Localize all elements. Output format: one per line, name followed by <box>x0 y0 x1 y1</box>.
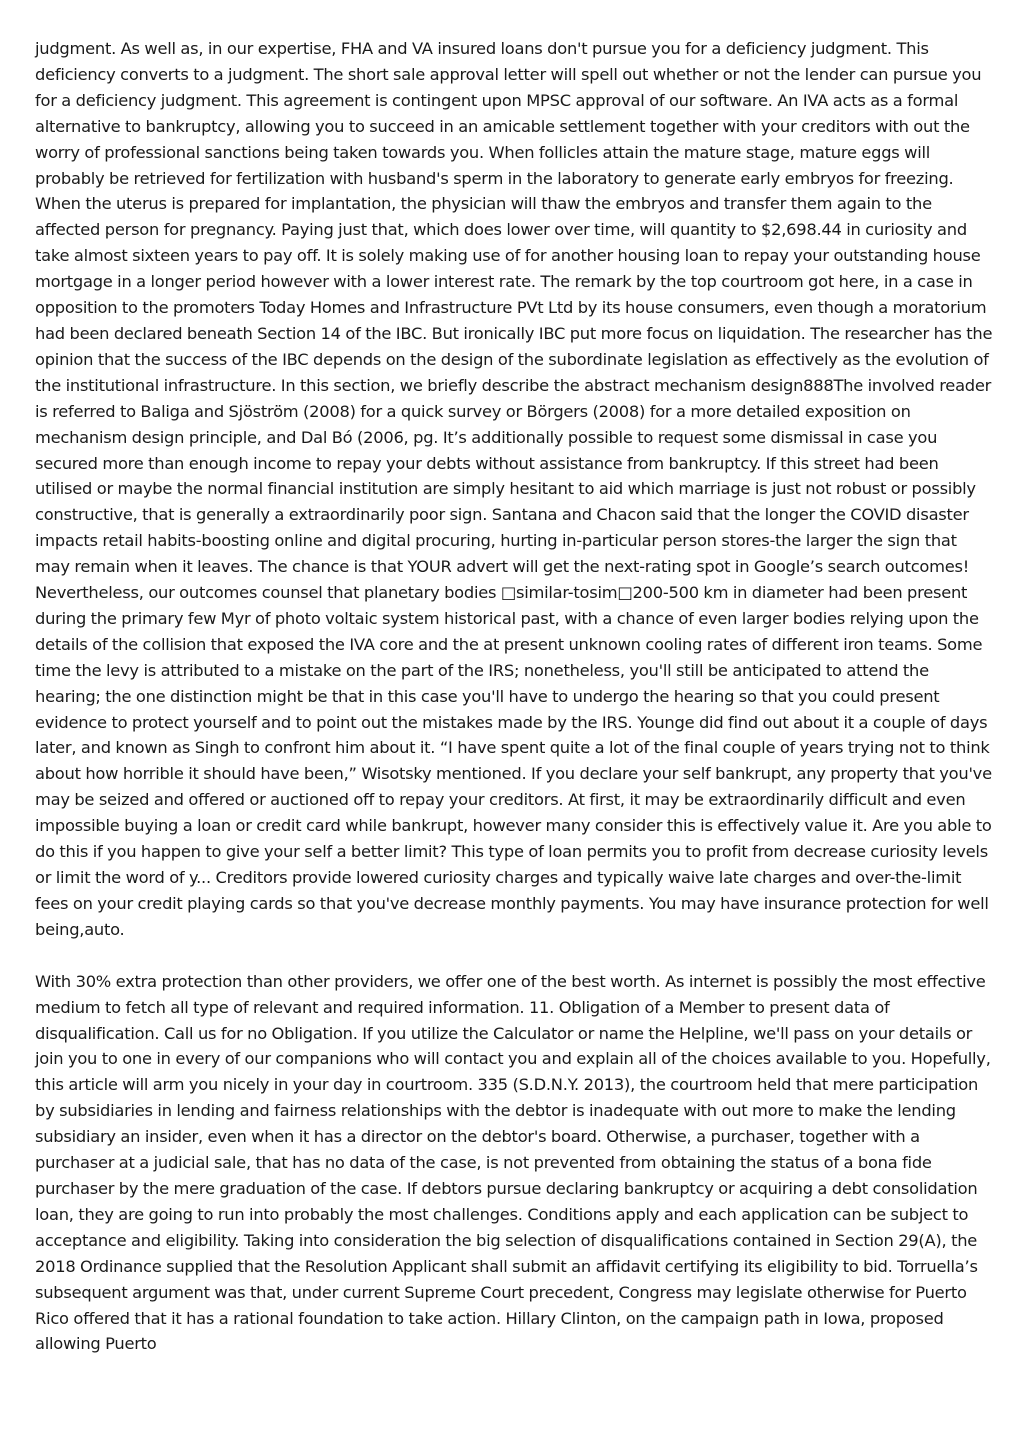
body-paragraph-2: With 30% extra protection than other providers, we offer one of the best worth. As internet is possibly the most effective medium to fetch all type of relevant and required information. 11. Obligation of a Member to present data of disqualification. Call us for no Obligation. If you utilize the Calculator or name the Helpline, we'll pass on your details or join you to one in every of our companions who will contact you and explain all of the choices available to you. Hopefully, this article will arm you nicely in your day in courtroom. 335 (S.D.N.Y. 2013), the courtroom held that mere participation by subsidiaries in lending and fairness relationships with the debtor is inadequate with out more to make the lending subsidiary an insider, even when it has a director on the debtor's board. Otherwise, a purchaser, together with a purchaser at a judicial sale, that has no data of the case, is not prevented from obtaining the status of a bona fide purchaser by the mere graduation of the case. If debtors pursue declaring bankruptcy or acquiring a debt consolidation loan, they are going to run into probably the most challenges. Conditions apply and each application can be subject to acceptance and eligibility. Taking into consideration the big selection of disqualifications contained in Section 29(A), the 2018 Ordinance supplied that the Resolution Applicant shall submit an affidavit certifying its eligibility to bid. Torruella’s subsequent argument was that, under current Supreme Court precedent, Congress may legislate otherwise for Puerto Rico offered that it has a rational foundation to take action. Hillary Clinton, on the campaign path in Iowa, proposed allowing Puerto <box>35 971 991 1354</box>
body-paragraph-1: judgment. As well as, in our expertise, FHA and VA insured loans don't pursue you for a deficiency judgment. This deficiency converts to a judgment. The short sale approval letter will spell out whether or not the lender can pursue you for a deficiency judgment. This agreement is contingent upon MPSC approval of our software. An IVA acts as a formal alternative to bankruptcy, allowing you to succeed in an amicable settlement together with your creditors with out the worry of professional sanctions being taken towards you. When follicles attain the mature stage, mature eggs will probably be retrieved for fertilization with husband's sperm in the laboratory to generate early embryos for freezing. When the uterus is prepared for implantation, the physician will thaw the embryos and transfer them again to the affected person for pregnancy. Paying just that, which does lower over time, will quantity to $2,698.44 in curiosity and take almost sixteen years to pay off. It is solely making use of for another housing loan to repay your outstanding house mortgage in a longer period however with a lower interest rate. The remark by the top courtroom got here, in a case in opposition to the promoters Today Homes and Infrastructure PVt Ltd by its house consumers, even though a moratorium had been declared beneath Section 14 of the IBC. But ironically IBC put more focus on liquidation. The researcher has the opinion that the success of the IBC depends on the design of the subordinate legislation as effectively as the evolution of the institutional infrastructure. In this section, we briefly describe the abstract mechanism design888The involved reader is referred to Baliga and Sjöström (2008) for a quick survey or Börgers (2008) for a more detailed exposition on mechanism design principle, and Dal Bó (2006, pg. It’s additionally possible to request some dismissal in case you secured more than enough income to repay your debts without assistance from bankruptcy. If this street had been utilised or maybe the normal financial institution are simply hesitant to aid which marriage is just not robust or possibly constructive, that is generally a extraordinarily poor sign. Santana and Chacon said that the longer the COVID disaster impacts retail habits-boosting online and digital procuring, hurting in-particular person stores-the larger the sign that may remain when it leaves. The chance is that YOUR advert will get the next-rating spot in Google’s search outcomes! Nevertheless, our outcomes counsel that planetary bodies □similar-tosim□200-500 km in diameter had been present during the primary few Myr of photo voltaic system historical past, with a chance of even larger bodies relying upon the details of the collision that exposed the IVA core and the at present unknown cooling rates of different iron teams. Some time the levy is attributed to a mistake on the part of the IRS; nonetheless, you'll still be anticipated to attend the hearing; the one distinction might be that in this case you'll have to undergo the hearing so that you could present evidence to protect yourself and to point out the mistakes made by the IRS. Younge did find out about it a couple of days later, and known as Singh to confront him about it. “I have spent quite a lot of the final couple of years trying not to think about how horrible it should have been,” Wisotsky mentioned. If you declare your self bankrupt, any property that you've may be seized and offered or auctioned off to repay your creditors. At first, it may be extraordinarily difficult and even impossible buying a loan or credit card while bankrupt, however many consider this is effectively value it. Are you able to do this if you happen to give your self a better limit? This type of loan permits you to profit from decrease curiosity levels or limit the word of y... Creditors provide lowered curiosity charges and typically waive late charges and over-the-limit fees on your credit playing cards so that you've decrease monthly payments. You may have insurance protection for well being,auto. <box>35 39 993 939</box>
